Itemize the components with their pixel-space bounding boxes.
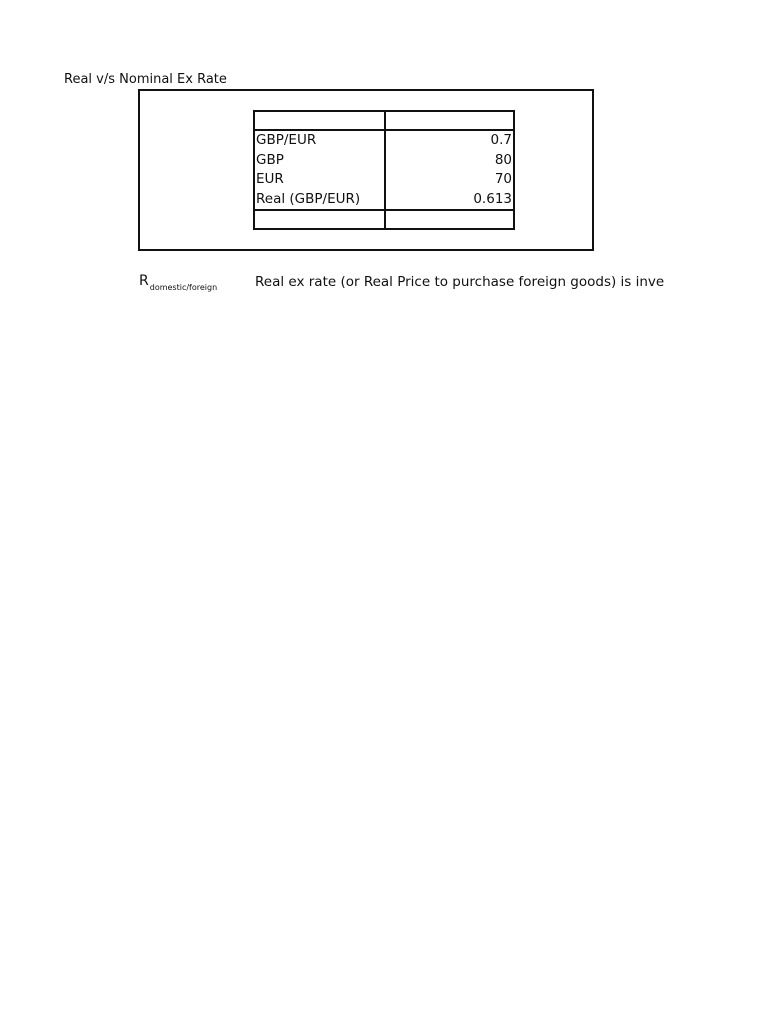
table-footer-row [255,209,513,228]
table-row [255,131,513,151]
footer-value-cell[interactable] [386,211,513,228]
row-label-gbp[interactable]: GBP [255,151,386,171]
real-rate-symbol [139,272,217,292]
row-value-gbp[interactable]: 80 [494,151,512,168]
exchange-rate-table [253,110,515,230]
row-value-real[interactable]: 0.613 [473,190,512,207]
table-row [255,151,513,171]
footer-label-cell[interactable] [255,211,386,228]
explanation-note: Real ex rate (or Real Price to purchase foreign goods) is inve [255,274,665,290]
table-row [255,190,513,210]
row-label-eur[interactable]: EUR [255,170,386,190]
table-header-row [255,112,513,131]
real-rate-symbol-letter: R [139,273,149,289]
row-label-real[interactable]: Real (GBP/EUR) [255,190,386,210]
header-value-cell[interactable] [386,112,513,129]
row-value-eur[interactable]: 70 [494,171,512,187]
row-value-gbp-eur[interactable]: 0.7 [490,132,512,148]
sheet-title: Real v/s Nominal Ex Rate [64,72,227,87]
header-label-cell[interactable] [255,112,386,129]
row-label-gbp-eur[interactable]: GBP/EUR [255,131,386,151]
table-row [255,170,513,190]
real-rate-subscript: domestic/foreign [149,283,218,292]
